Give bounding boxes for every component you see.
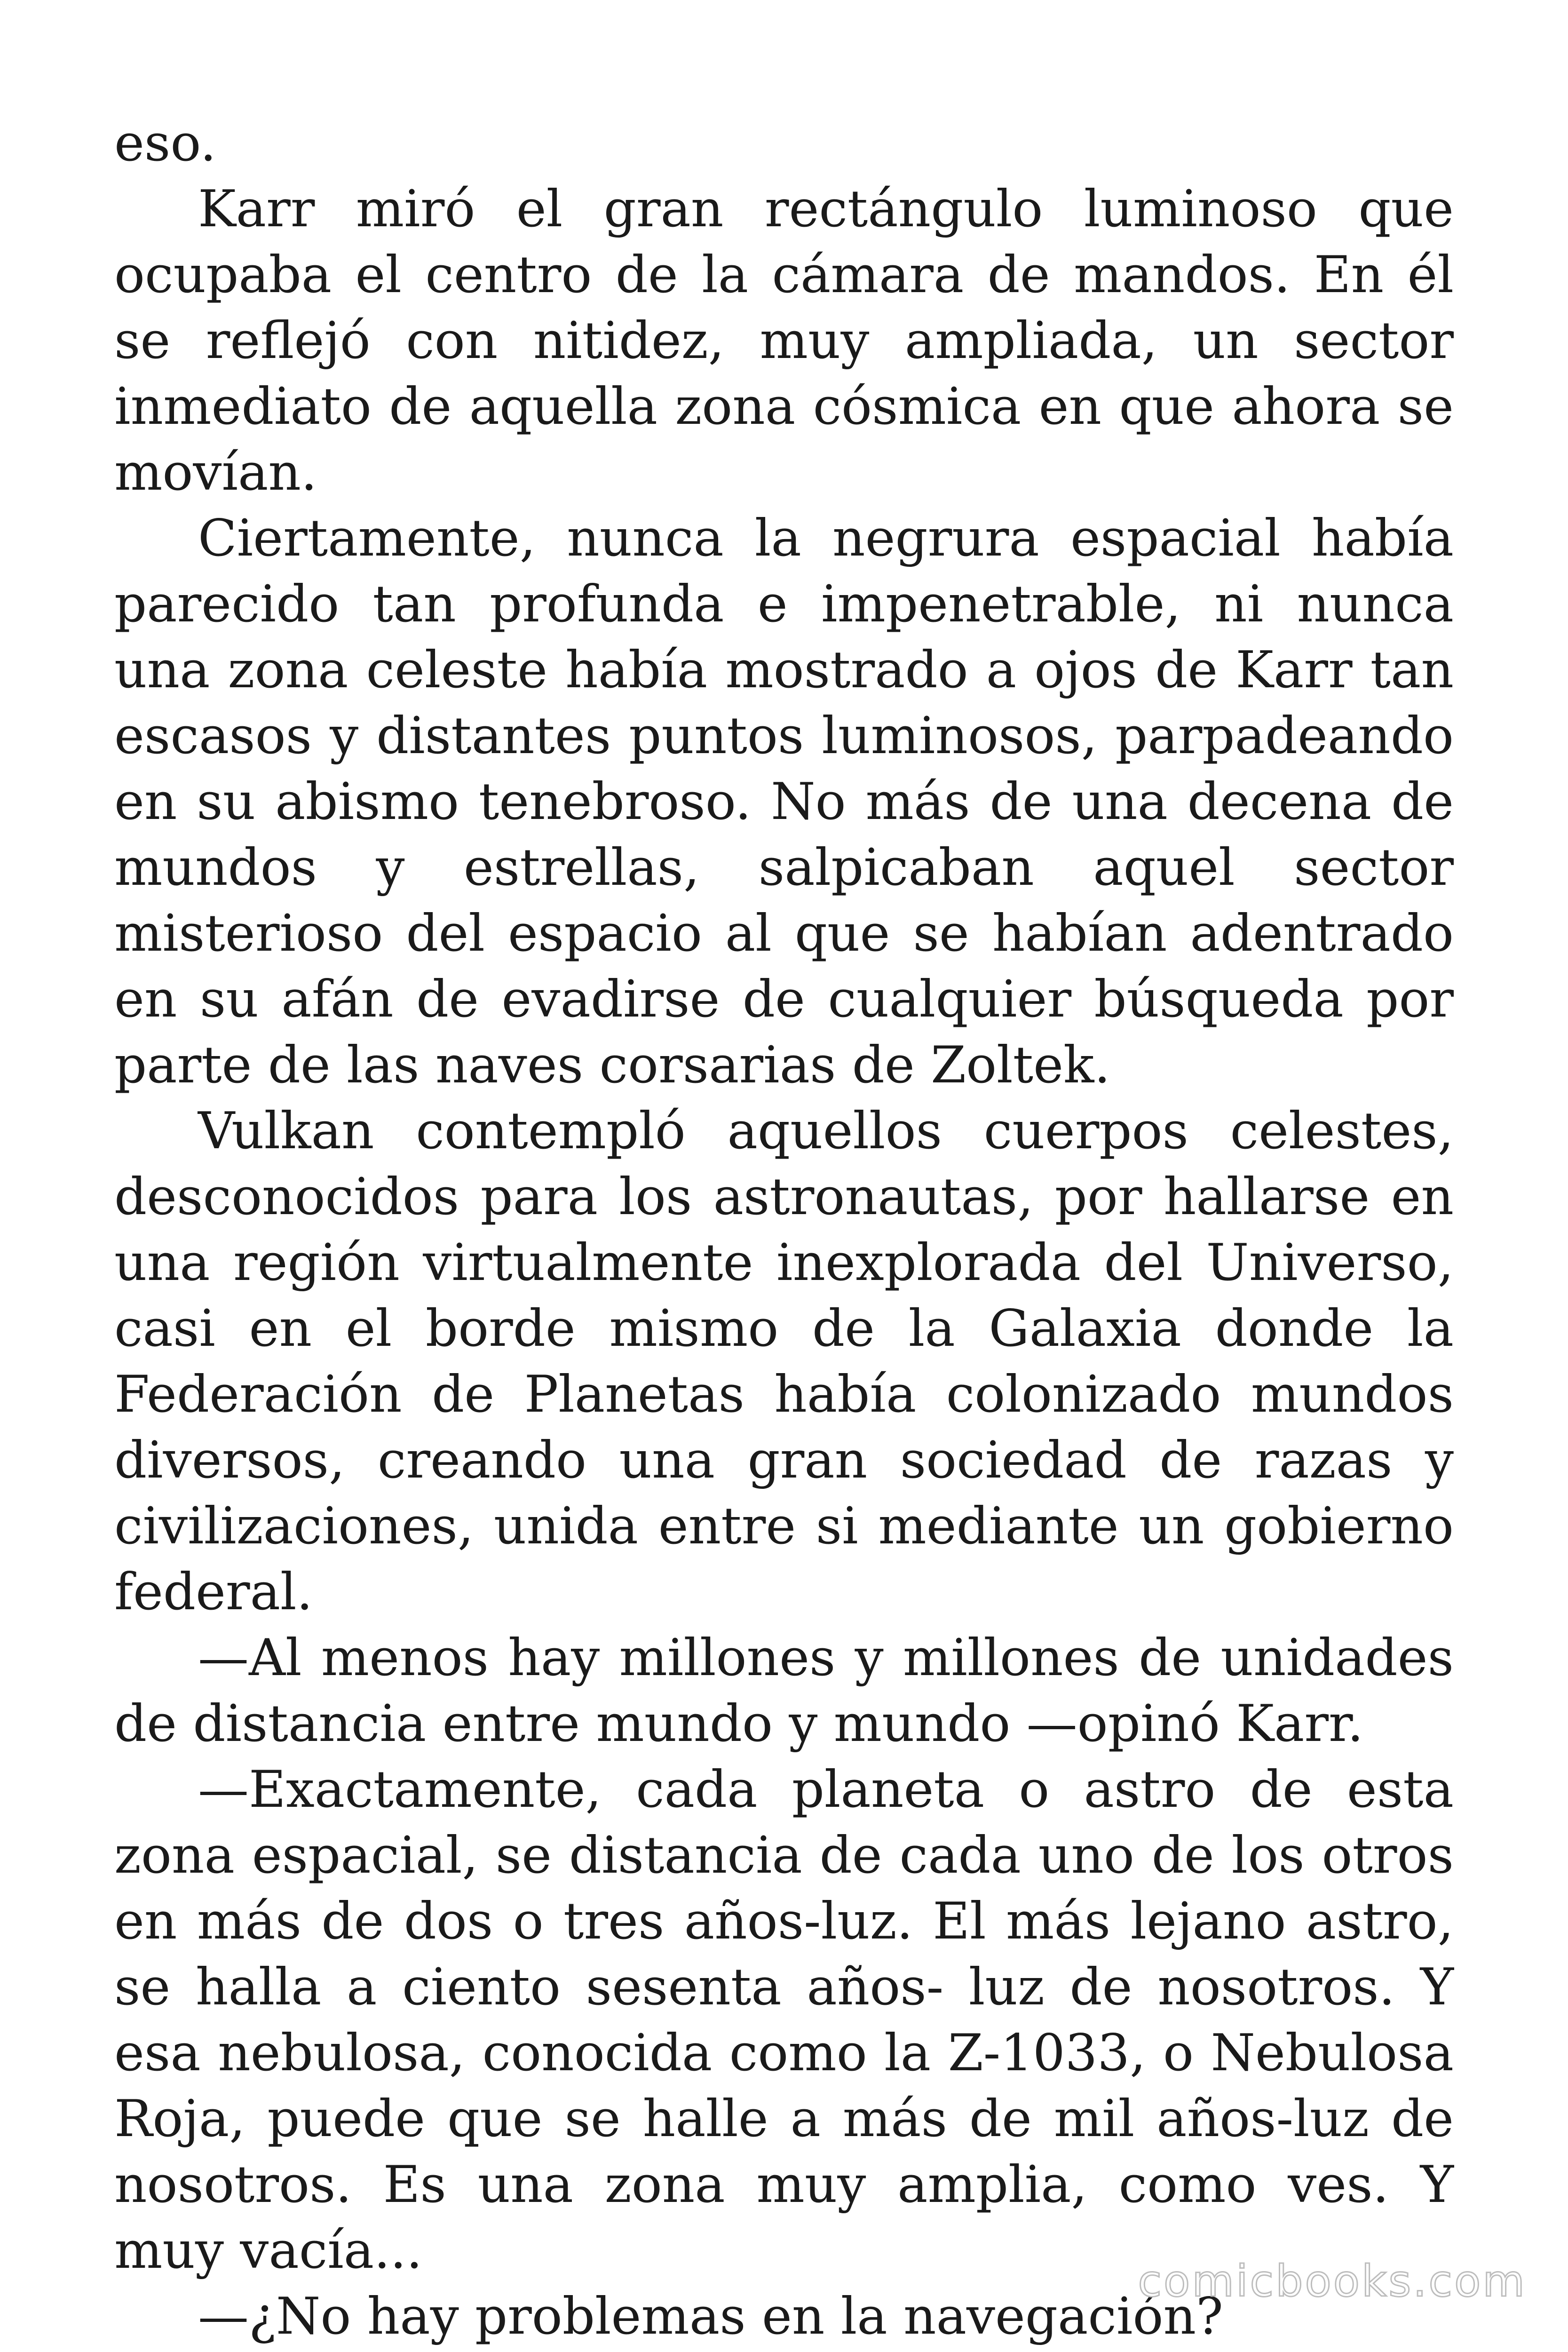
body-text — [114, 111, 1454, 2350]
dialogue-paragraph: —¿No hay problemas en la navegación? — [198, 2287, 1223, 2346]
watermark: comicbooks.com — [1138, 2256, 1527, 2306]
paragraph: Vulkan contempló aquellos cuerpos celestes, desconocidos para los astronautas, por hallarse en una región virtualmente inexplorada del Universo, casi en el borde mismo de la Galaxia donde la Federación de Planetas había colonizado mundos diversos, creando una gran sociedad de razas y civilizaciones, unida entre si mediante un gobierno federal. — [114, 1102, 1454, 1621]
paragraph: Karr miró el gran rectángulo luminoso que ocupaba el centro de la cámara de mandos. En él se reflejó con nitidez, muy ampliada, un sector inmediato de aquella zona cósmica en que ahora se movían. — [114, 180, 1454, 502]
dialogue-paragraph: —Exactamente, cada planeta o astro de esta zona espacial, se distancia de cada uno de los otros en más de dos o tres años-luz. El más lejano astro, se halla a ciento sesenta años- luz de nosotros. Y esa nebulosa, conocida como la Z-1033, o Nebulosa Roja, puede que se halle a más de mil años-luz de nosotros. Es una zona muy amplia, como ves. Y muy vacía... — [114, 1760, 1454, 2280]
dialogue-paragraph: —Al menos hay millones y millones de unidades de distancia entre mundo y mundo —opinó Karr. — [114, 1629, 1454, 1753]
paragraph-continuation: eso. — [114, 114, 216, 173]
paragraph: Ciertamente, nunca la negrura espacial había parecido tan profunda e impenetrable, ni nunca una zona celeste había mostrado a ojos de Karr tan escasos y distantes puntos luminosos, parpadeando en su abismo tenebroso. No más de una decena de mundos y estrellas, salpicaban aquel sector misterioso del espacio al que se habían adentrado en su afán de evadirse de cualquier búsqueda por parte de las naves corsarias de Zoltek. — [114, 509, 1454, 1095]
